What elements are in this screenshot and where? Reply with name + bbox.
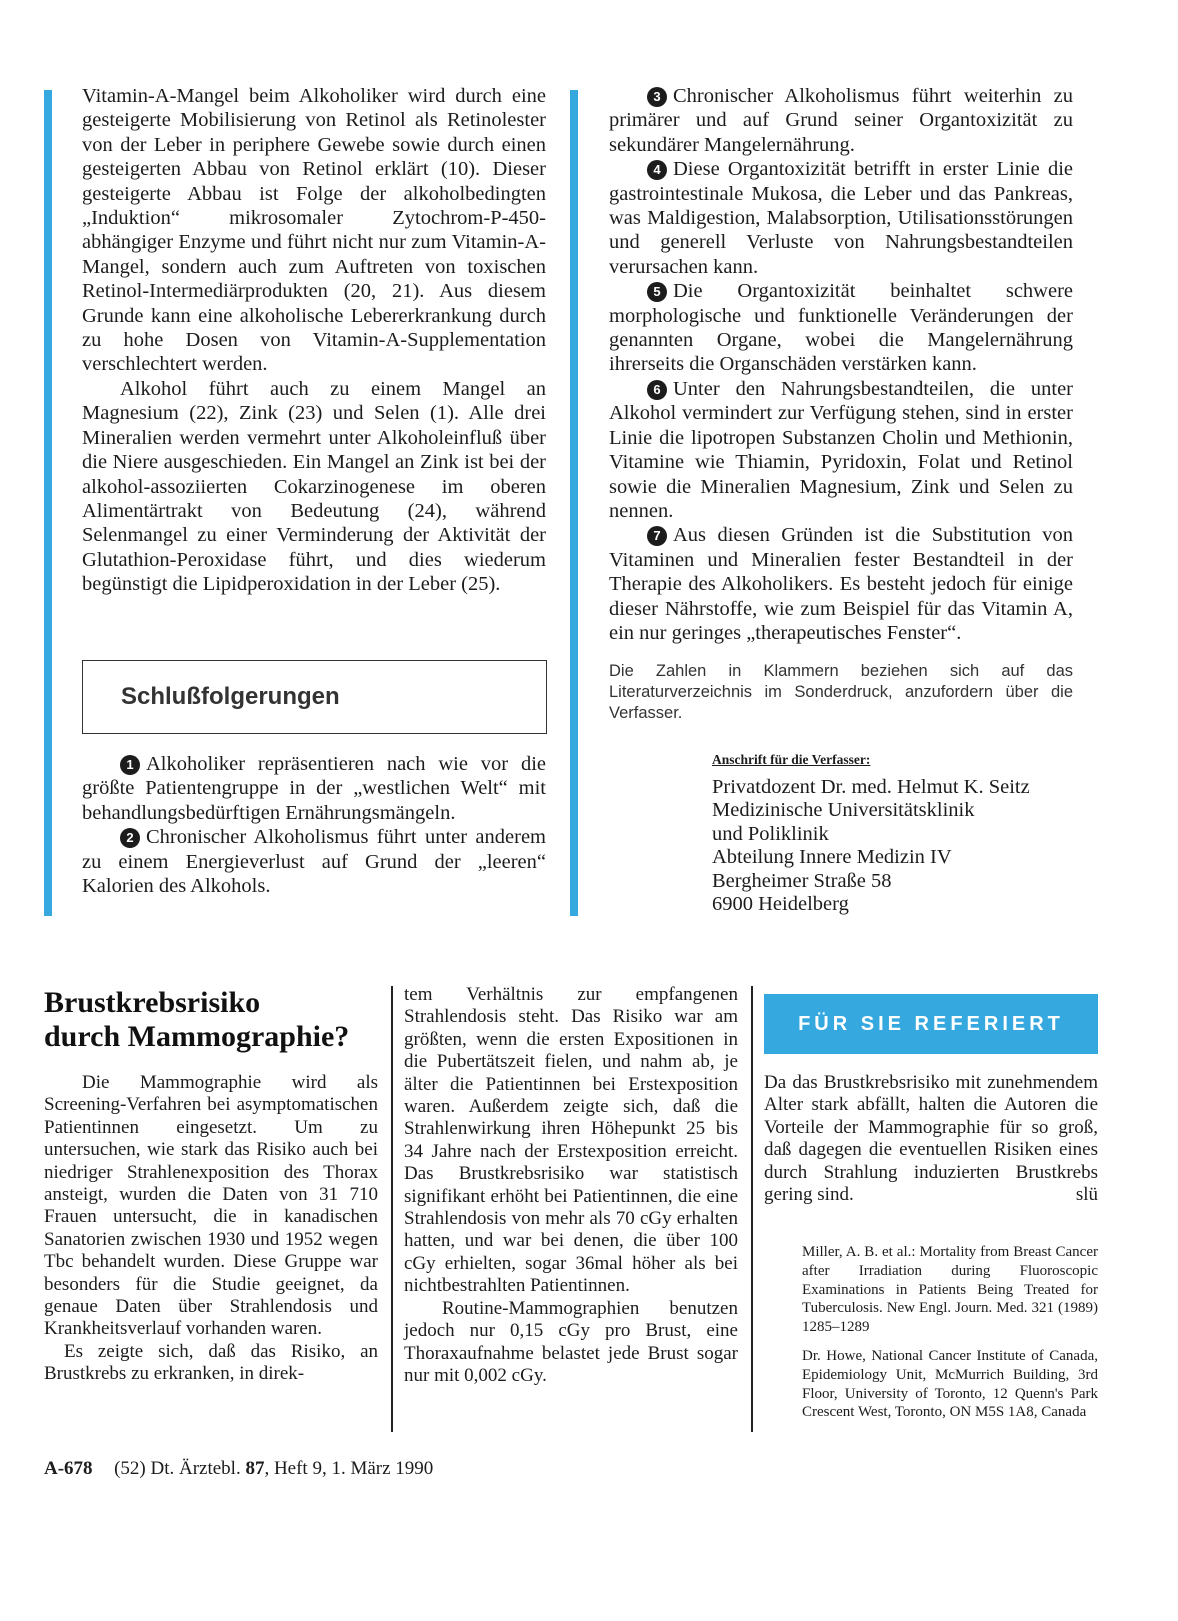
conclusions-box	[82, 660, 547, 734]
number-badge-6: 6	[647, 380, 667, 400]
article-column-b	[404, 984, 738, 1387]
article-column-c	[764, 1072, 1098, 1206]
conclusion-2: 2 Chronischer Alkoholismus führt unter anderem zu einem Energieverlust auf Grund der „leeren“ Kalorien des Alkohols.	[82, 826, 546, 898]
number-badge-3: 3	[647, 87, 667, 107]
number-badge-4: 4	[647, 160, 667, 180]
page-footer	[44, 1458, 433, 1480]
column-rule	[391, 986, 393, 1432]
conclusion-6: 6 Unter den Nahrungsbestandteilen, die unter Alkohol vermindert zur Verfügung stehen, sind in erster Linie die lipotropen Substanzen Cholin und Methionin, Vitamine wie Thiamin, Pyridoxin, Folat und Retinol sowie die Mineralien Magnesium, Zink und Selen zu nennen.	[609, 377, 1073, 522]
conclusion-5: 5 Die Organtoxizität beinhaltet schwere morphologische und funktionelle Veränderungen der genannten Organe, wobei die Mangelernährung ihrerseits die Organschäden verstärken kann.	[609, 280, 1073, 376]
article-paragraph: Die Mammographie wird als Screening-Verfahren bei asymptomatischen Patientinnen eingesetzt. Um zu untersuchen, wie stark das Risiko auch bei niedriger Strahlenexposition des Thorax ansteigt, wurden die Daten von 31 710 Frauen untersucht, die in kanadischen Sanatorien zwischen 1930 und 1952 wegen Tbc behandelt wurden. Diese Gruppe war besonders für die Studie geeignet, da genaue Daten über Strahlendosis und Krankheitsverlauf vorhanden waren.	[44, 1072, 378, 1340]
article-column-a	[44, 1072, 378, 1386]
article-title-line-2: durch Mammographie?	[44, 1020, 350, 1053]
paragraph-vitamin-a: Vitamin-A-Mangel beim Alkoholiker wird durch eine gesteigerte Mobilisierung von Retinol als Retinolester von der Leber in periphere Gewebe sowie durch einen gesteigerten Abbau von Retinol erklärt (10). Dieser gesteigerte Abbau ist Folge der alkoholbedingten „Induktion“ mikrosomaler Zytochrom-P-450-abhängiger Enzyme und führt nicht nur zum Vitamin-A-Mangel, sondern auch zum Auftreten von toxischen Retinol-Intermediärprodukten (20, 21). Aus diesem Grunde kann eine alkoholische Lebererkrankung durch zu hohe Dosen von Vitamin-A-Supplementation verschlechtert werden.	[82, 85, 546, 376]
column-accent-bar-right	[570, 90, 578, 916]
author-signature: slü	[1075, 1184, 1098, 1206]
address-line: Bergheimer Straße 58	[712, 869, 892, 892]
reference-contact: Dr. Howe, National Cancer Institute of Canada, Epidemiology Unit, McMurrich Building, 3rd Floor, University of Toronto, 12 Quenn's Park Crescent West, Toronto, ON M5S 1A8, Canada	[802, 1347, 1098, 1421]
conclusion-3: 3 Chronischer Alkoholismus führt weiterhin zu primärer und auf Grund seiner Organtoxizität zu sekundärer Mangelernährung.	[609, 85, 1073, 156]
article-title-line-1: Brustkrebsrisiko	[44, 986, 261, 1019]
column-right	[609, 84, 1073, 724]
paragraph-minerals: Alkohol führt auch zu einem Mangel an Magnesium (22), Zink (23) und Selen (1). Alle drei Mineralien werden vermehrt unter Alkoholeinfluß über die Niere ausgeschieden. Ein Mangel an Zink ist bei der alkohol-assoziierten Cokarzinogenese im oberen Alimentärtrakt von Bedeutung (24), während Selenmangel zu einer Verminderung der Aktivität der Glutathion-Peroxidase führt, und dies wiederum begünstigt die Lipidperoxidation in der Leber (25).	[82, 377, 546, 596]
number-badge-2: 2	[120, 828, 140, 848]
journal-issue: , Heft 9, 1. März 1990	[264, 1458, 434, 1479]
number-badge-1: 1	[120, 755, 140, 775]
article-paragraph: Da das Brustkrebsrisiko mit zunehmendem Alter stark abfällt, halten die Autoren die Vorteile der Mammographie für so groß, daß dagegen die eventuellen Risiken eines durch Strahlung induzierten Brustkrebs gering sind. slü	[764, 1072, 1098, 1206]
conclusions-list-left	[82, 752, 546, 898]
page-number: A-678	[44, 1458, 93, 1479]
article-paragraph: Routine-Mammographien benutzen jedoch nur 0,15 cGy pro Brust, eine Thoraxaufnahme belastet jede Brust sogar nur mit 0,002 cGy.	[404, 1297, 738, 1386]
address-heading: Anschrift für die Verfasser:	[712, 752, 871, 767]
article-title	[44, 986, 394, 1054]
section-badge: FÜR SIE REFERIERT	[764, 994, 1098, 1054]
journal-volume: 87	[245, 1458, 265, 1479]
address-line: Privatdozent Dr. med. Helmut K. Seitz	[712, 776, 1030, 798]
column-accent-bar-left	[44, 90, 52, 916]
address-line: 6900 Heidelberg	[712, 893, 849, 916]
address-block	[712, 752, 1092, 916]
conclusion-4: 4 Diese Organtoxizität betrifft in erster Linie die gastrointestinale Mukosa, die Leber und das Pankreas, was Maldigestion, Malabsorption, Utilisationsstörungen und generell Verluste von Nahrungsbestandteilen verursachen kann.	[609, 158, 1073, 278]
references	[802, 1243, 1098, 1422]
address-line: Medizinische Universitätsklinik	[712, 799, 975, 822]
reference-note: Die Zahlen in Klammern beziehen sich auf das Literaturverzeichnis im Sonderdruck, anzufordern über die Verfasser.	[609, 662, 1073, 723]
column-left	[82, 84, 546, 597]
conclusion-1: 1 Alkoholiker repräsentieren nach wie vor die größte Patientengruppe in der „westlichen Welt“ mit behandlungsbedürftigen Ernährungsmängeln.	[82, 753, 546, 824]
conclusion-7: 7 Aus diesen Gründen ist die Substitution von Vitaminen und Mineralien fester Bestandteil in der Therapie des Alkoholikers. Es besteht jedoch für einige dieser Nährstoffe, wie zum Beispiel für das Vitamin A, ein nur geringes „therapeutisches Fenster“.	[609, 524, 1073, 644]
journal-name: (52) Dt. Ärztebl.	[114, 1458, 241, 1479]
address-line: Abteilung Innere Medizin IV	[712, 846, 952, 869]
reference-citation: Miller, A. B. et al.: Mortality from Breast Cancer after Irradiation during Fluoroscopic Examinations in Patients Being Treated for Tuberculosis. New Engl. Journ. Med. 321 (1989) 1285–1289	[802, 1244, 1098, 1336]
article-paragraph: tem Verhältnis zur empfangenen Strahlendosis steht. Das Risiko war am größten, wenn die ersten Expositionen in die Pubertätszeit fielen, und nahm ab, je älter die Patientinnen bei Erstexposition waren. Außerdem zeigte sich, daß die Strahlenwirkung ihren Höhepunkt 25 bis 34 Jahre nach der Erstexposition erreicht. Das Brustkrebsrisiko war statistisch signifikant erhöht bei Patientinnen, die eine Strahlendosis von mehr als 70 cGy erhalten hatten, und war bei denen, die über 100 cGy erhielten, sogar 36mal höher als bei nichtbestrahlten Patientinnen.	[404, 984, 738, 1297]
number-badge-7: 7	[647, 526, 667, 546]
column-rule	[751, 986, 753, 1432]
section-heading-conclusions: Schlußfolgerungen	[121, 683, 340, 710]
number-badge-5: 5	[647, 282, 667, 302]
article-paragraph: Es zeigte sich, daß das Risiko, an Brustkrebs zu erkranken, in direk-	[44, 1340, 378, 1385]
address-line: und Poliklinik	[712, 822, 829, 845]
